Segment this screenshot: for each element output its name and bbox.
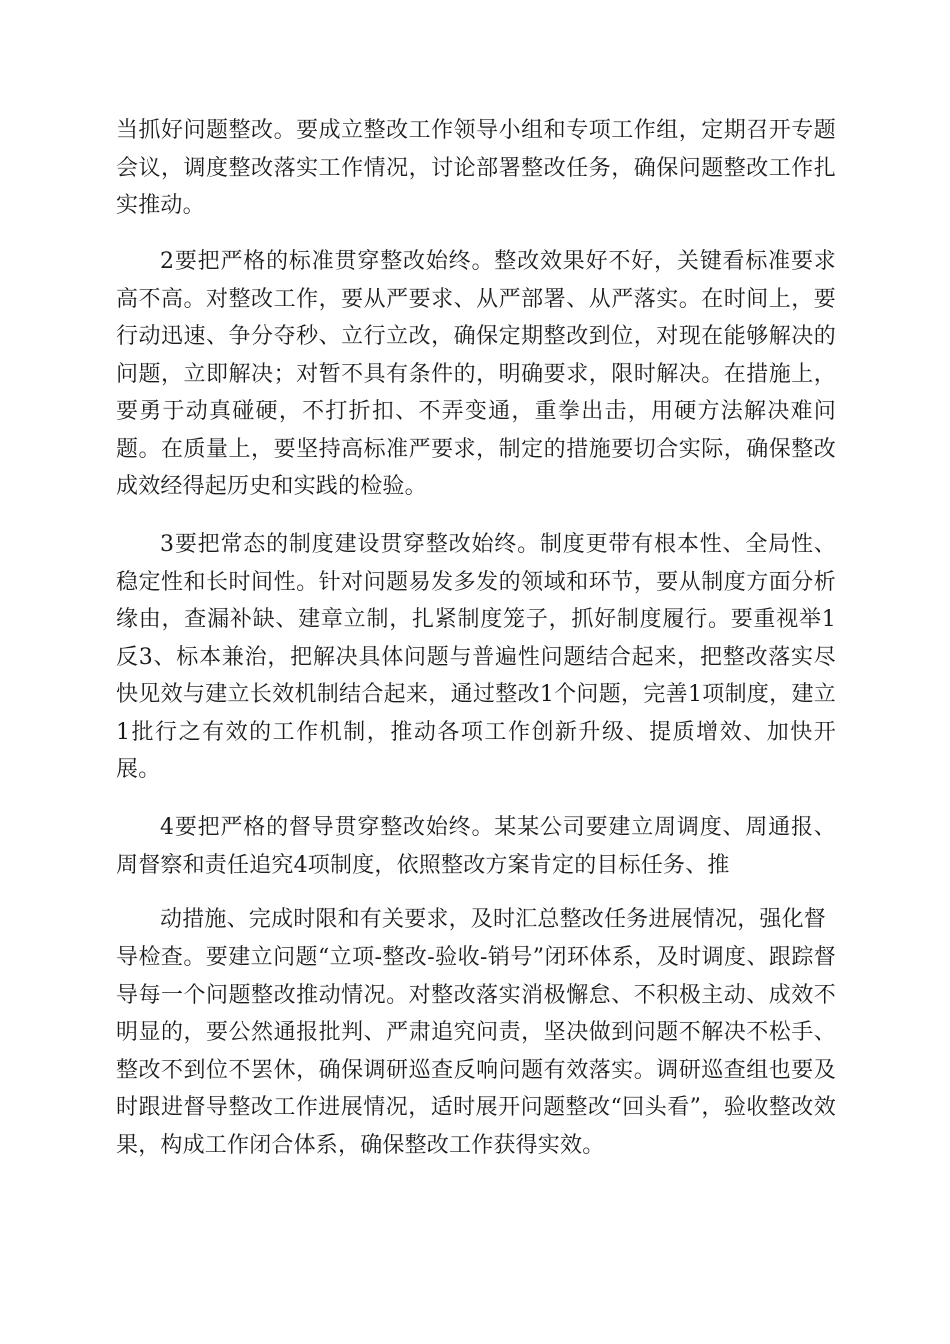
paragraph-5-body: 导检查。要建立问题“立项-整改-验收-销号”闭环体系，及时调度、跟踪督导每一个问题整改推动情况。对整改落实消极懈怠、不积极主动、成效不明显的，要公然通报批判、严肃追究问责，坚决做到问题不解决不松手、整改不到位不罢休，确保调研巡查反响问题有效落实。调研巡查组也要及时跟进督导整改工作进展情况，适时展开问题整改“回头看”，验收整改效果，构成工作闭合体系，确保整改工作获得实效。 — [116, 945, 836, 1158]
paragraph-2: 2要把严格的标准贯穿整改始终。整改效果好不好，关键看标准要求高不高。对整改工作，要从严要求、从严部署、从严落实。在时间上，要行动迅速、争分夺秒、立行立改，确保定期整改到位，对现在能够解决的问题，立即解决；对暂不具有条件的，明确要求，限时解决。在措施上，要勇于动真碰硬，不打折扣、不弄变通，重拳出击，用硬方法解决难问题。在质量上，要坚持高标准严要求，制定的措施要切合实际，确保整改成效经得起历史和实践的检验。 — [116, 249, 836, 499]
paragraph-1: 当抓好问题整改。要成立整改工作领导小组和专项工作组，定期召开专题会议，调度整改落实工作情况，讨论部署整改任务，确保问题整改工作扎实推动。 — [116, 118, 836, 218]
paragraph-3: 3要把常态的制度建设贯穿整改始终。制度更带有根本性、全局性、稳定性和长时间性。针对问题易发多发的领域和环节，要从制度方面分析缘由，查漏补缺、建章立制，扎紧制度笼子，抓好制度履行。要重视举1反3、标本兼治，把解决具体问题与普遍性问题结合起来，把整改落实尽快见效与建立长效机制结合起来，通过整改1个问题，完善1项制度，建立1批行之有效的工作机制，推动各项工作创新升级、提质增效、加快开展。 — [116, 532, 836, 782]
paragraph-4: 4要把严格的督导贯穿整改始终。某某公司要建立周调度、周通报、周督察和责任追究4项制度，依照整改方案肯定的目标任务、推 — [116, 815, 836, 878]
paragraph-5-first-line: 动措施、完成时限和有关要求，及时汇总整改任务进展情况，强化督 — [160, 907, 827, 932]
